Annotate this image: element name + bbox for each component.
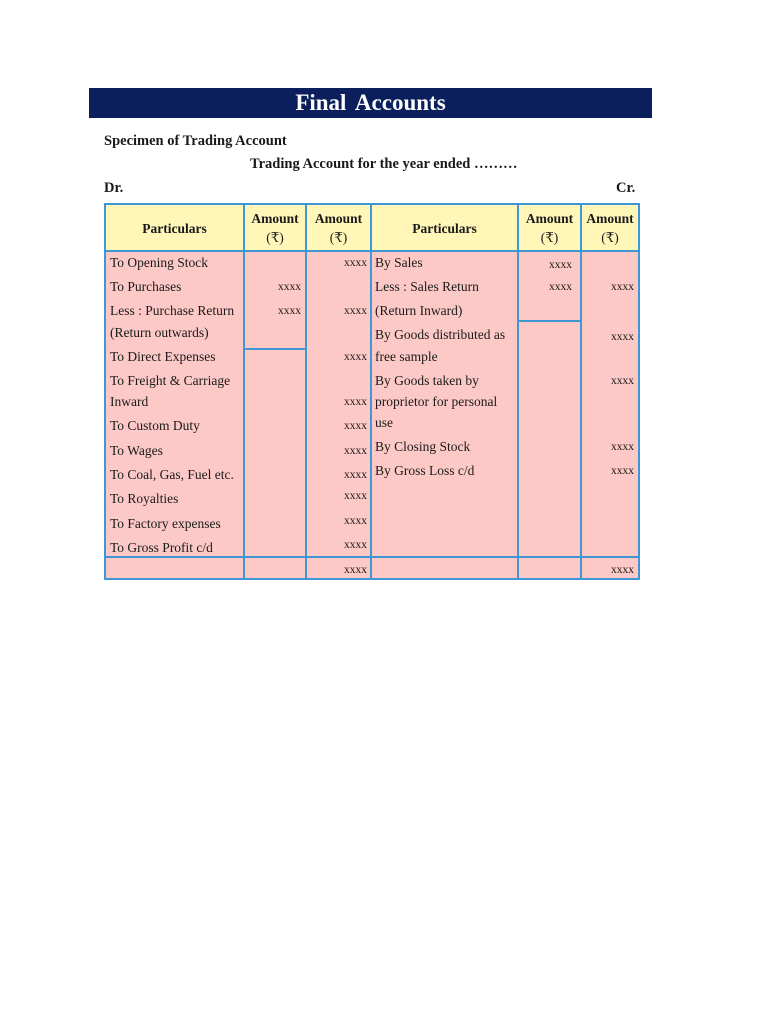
debit-purchase-return: Less : Purchase Return <box>110 303 235 318</box>
debit-wages: To Wages <box>110 443 163 458</box>
amount-direct-expenses: xxxx <box>344 351 367 363</box>
col-rule <box>580 205 582 578</box>
trading-account-table <box>104 203 640 580</box>
amount-purchase-return: xxxx <box>278 305 301 317</box>
amount-freight: xxxx <box>344 396 367 408</box>
header-currency: (₹) <box>266 230 284 245</box>
header-particulars-cr <box>372 205 517 251</box>
header-currency: (₹) <box>329 230 348 245</box>
debit-freight: To Freight & Carriage <box>110 373 231 388</box>
credit-gross-loss: By Gross Loss c/d <box>375 463 475 478</box>
debit-gross-profit: To Gross Profit c/d <box>110 540 213 555</box>
header-label: Amount <box>314 211 363 226</box>
header-amount-dr-1 <box>245 205 305 251</box>
header-amount-cr-2 <box>582 205 638 251</box>
amount-sales-return: xxxx <box>549 281 572 293</box>
header-label: Amount <box>586 211 634 226</box>
amount-sales: xxxx <box>549 259 572 271</box>
debit-custom-duty: To Custom Duty <box>110 418 200 433</box>
amount-closing-stock: xxxx <box>611 441 634 453</box>
debit-direct-expenses: To Direct Expenses <box>110 349 216 364</box>
col-rule <box>243 205 245 578</box>
amount-free-sample: xxxx <box>611 331 634 343</box>
amount-wages: xxxx <box>344 445 367 457</box>
amount-gross-profit: xxxx <box>344 539 367 551</box>
debit-factory-expenses: To Factory expenses <box>110 516 221 531</box>
credit-sales: By Sales <box>375 255 423 270</box>
debit-purchases: To Purchases <box>110 279 182 294</box>
header-particulars-dr <box>106 205 243 251</box>
credit-free-sample-note: free sample <box>375 349 438 364</box>
debit-purchase-return-note: (Return outwards) <box>110 325 209 340</box>
credit-closing-stock: By Closing Stock <box>375 439 471 454</box>
subtotal-rule-dr <box>245 348 305 350</box>
header-amount-dr-2 <box>307 205 370 251</box>
header-currency: (₹) <box>540 230 559 245</box>
credit-proprietor: By Goods taken by <box>375 373 479 388</box>
dr-label: Dr. <box>104 180 124 196</box>
amount-credit-total: xxxx <box>611 564 634 576</box>
amount-custom-duty: xxxx <box>344 420 367 432</box>
subtotal-rule-cr <box>519 320 580 322</box>
amount-purchases: xxxx <box>278 281 301 293</box>
header-rule <box>106 250 638 252</box>
cr-label: Cr. <box>616 180 636 196</box>
debit-opening-stock: To Opening Stock <box>110 255 209 270</box>
header-label: Amount <box>251 211 299 226</box>
credit-proprietor-note: proprietor for personal <box>375 394 498 409</box>
header-amount-cr-1 <box>519 205 580 251</box>
amount-coal-gas-fuel: xxxx <box>344 469 367 481</box>
banner-title: Final Accounts <box>89 88 652 118</box>
amount-opening-stock: xxxx <box>344 257 367 269</box>
debit-freight-inward: Inward <box>110 394 149 409</box>
account-title: Trading Account for the year ended ……… <box>250 156 518 172</box>
debit-royalties: To Royalties <box>110 491 179 506</box>
credit-proprietor-use: use <box>375 415 393 430</box>
debit-coal-gas-fuel: To Coal, Gas, Fuel etc. <box>110 467 234 482</box>
amount-net-purchases: xxxx <box>344 305 367 317</box>
amount-factory-expenses: xxxx <box>344 515 367 527</box>
specimen-title: Specimen of Trading Account <box>104 133 287 149</box>
amount-proprietor: xxxx <box>611 375 634 387</box>
amount-gross-loss: xxxx <box>611 465 634 477</box>
credit-sales-return: Less : Sales Return <box>375 279 479 294</box>
credit-sales-return-note: (Return Inward) <box>375 303 463 318</box>
credit-free-sample: By Goods distributed as <box>375 327 506 342</box>
header-label: Amount <box>525 211 574 226</box>
amount-debit-total: xxxx <box>344 564 367 576</box>
amount-royalties: xxxx <box>344 490 367 502</box>
header-label: Particulars <box>412 220 477 236</box>
header-label: Particulars <box>142 220 207 236</box>
col-rule <box>370 205 372 578</box>
amount-net-sales: xxxx <box>611 281 634 293</box>
header-currency: (₹) <box>601 230 619 245</box>
